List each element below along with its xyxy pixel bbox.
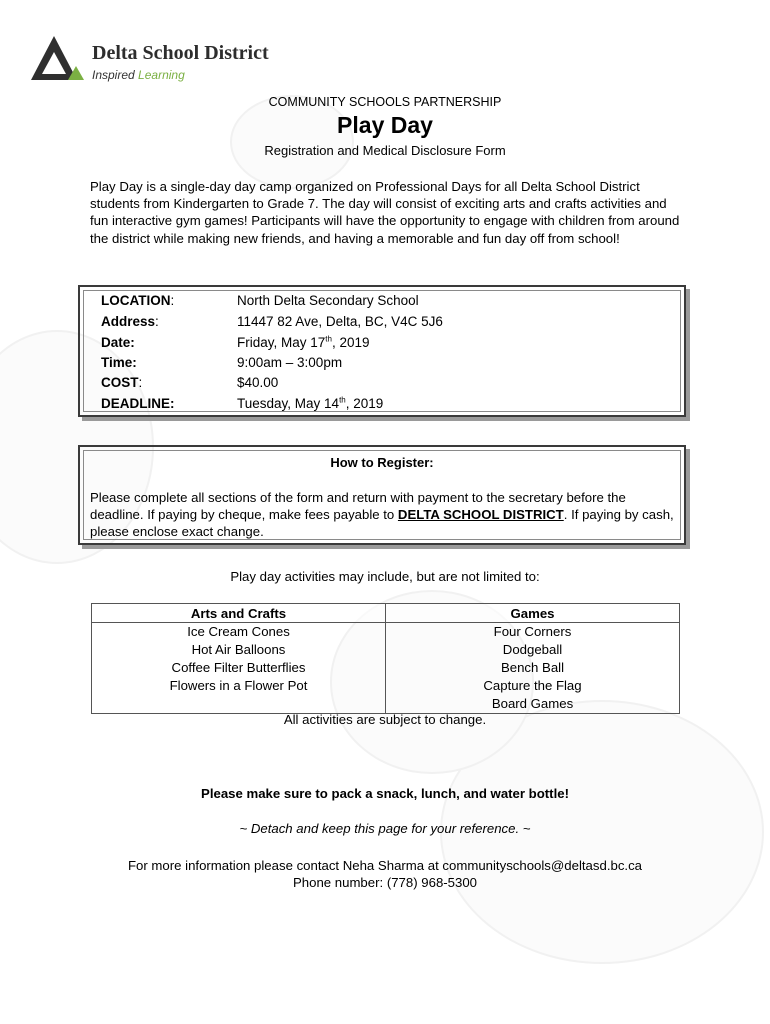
contact-line: For more information please contact Neha Sharma at communityschools@deltasd.bc.ca [127, 858, 643, 873]
arts-header: Arts and Crafts [92, 604, 386, 623]
detail-time-value: 9:00am – 3:00pm [237, 355, 343, 370]
list-item: Board Games [491, 696, 574, 711]
list-item: Coffee Filter Butterflies [171, 660, 306, 675]
detail-time: Time: 9:00am – 3:00pm [101, 355, 343, 370]
delta-triangle-icon [30, 34, 86, 84]
reminder-text: Please make sure to pack a snack, lunch, and water bottle! [201, 786, 569, 801]
how-to-register-box [78, 445, 686, 545]
detail-address: Address: 11447 82 Ave, Delta, BC, V4C 5J6 [101, 314, 443, 329]
header-eyebrow: COMMUNITY SCHOOLS PARTNERSHIP [268, 95, 502, 109]
intro-paragraph: Play Day is a single-day day camp organized on Professional Days for all Delta School District students from Kindergarten to Grade 7. The day will consist of exciting arts and crafts activities and fun interactive gym games! Participants will have the opportunity to engage with children from around the district while making new friends, and having a memorable and fun day off from school! [90, 179, 680, 246]
detail-deadline: DEADLINE: Tuesday, May 14th, 2019 [101, 395, 384, 411]
detail-location-value: North Delta Secondary School [237, 293, 419, 308]
district-logo [30, 34, 290, 90]
games-header: Games [386, 604, 680, 623]
page-title: Play Day [337, 112, 433, 138]
list-item: Dodgeball [502, 642, 563, 657]
detach-note: ~ Detach and keep this page for your reference. ~ [239, 821, 531, 836]
payee-name: DELTA SCHOOL DISTRICT [397, 507, 564, 522]
phone-line: Phone number: (778) 968-5300 [292, 875, 478, 890]
logo-name: Delta School District [92, 42, 269, 64]
list-item: Capture the Flag [483, 678, 582, 693]
contact-info [0, 857, 770, 891]
activities-table [91, 603, 680, 714]
detail-cost-value: $40.00 [237, 375, 279, 390]
arts-column [92, 623, 386, 714]
detail-deadline-value: Tuesday, May 14th, 2019 [237, 395, 384, 411]
how-to-register-text: Please complete all sections of the form and return with payment to the secretary before the deadline. If paying by cheque, make fees payable to DELTA SCHOOL DISTRICT. If paying by cash, please enclose exact change. [90, 490, 674, 539]
detail-location: LOCATION: North Delta Secondary School [101, 293, 419, 308]
watermark-ball-top [230, 95, 354, 189]
activities-intro: Play day activities may include, but are not limited to: [230, 569, 540, 584]
detail-address-value: 11447 82 Ave, Delta, BC, V4C 5J6 [237, 314, 443, 329]
page-subtitle: Registration and Medical Disclosure Form [264, 143, 506, 158]
how-to-register-title: How to Register: [330, 455, 434, 470]
detail-date-value: Friday, May 17th, 2019 [237, 334, 370, 350]
detail-cost: COST: $40.00 [101, 375, 279, 390]
list-item: Hot Air Balloons [191, 642, 286, 657]
list-item: Flowers in a Flower Pot [169, 678, 308, 693]
list-item: Four Corners [493, 624, 572, 639]
list-item: Ice Cream Cones [187, 624, 290, 639]
activities-note: All activities are subject to change. [283, 712, 487, 727]
detail-date: Date: Friday, May 17th, 2019 [101, 334, 370, 350]
logo-tagline: Inspired Learning [92, 68, 185, 82]
list-item: Bench Ball [500, 660, 565, 675]
games-column [386, 623, 680, 714]
